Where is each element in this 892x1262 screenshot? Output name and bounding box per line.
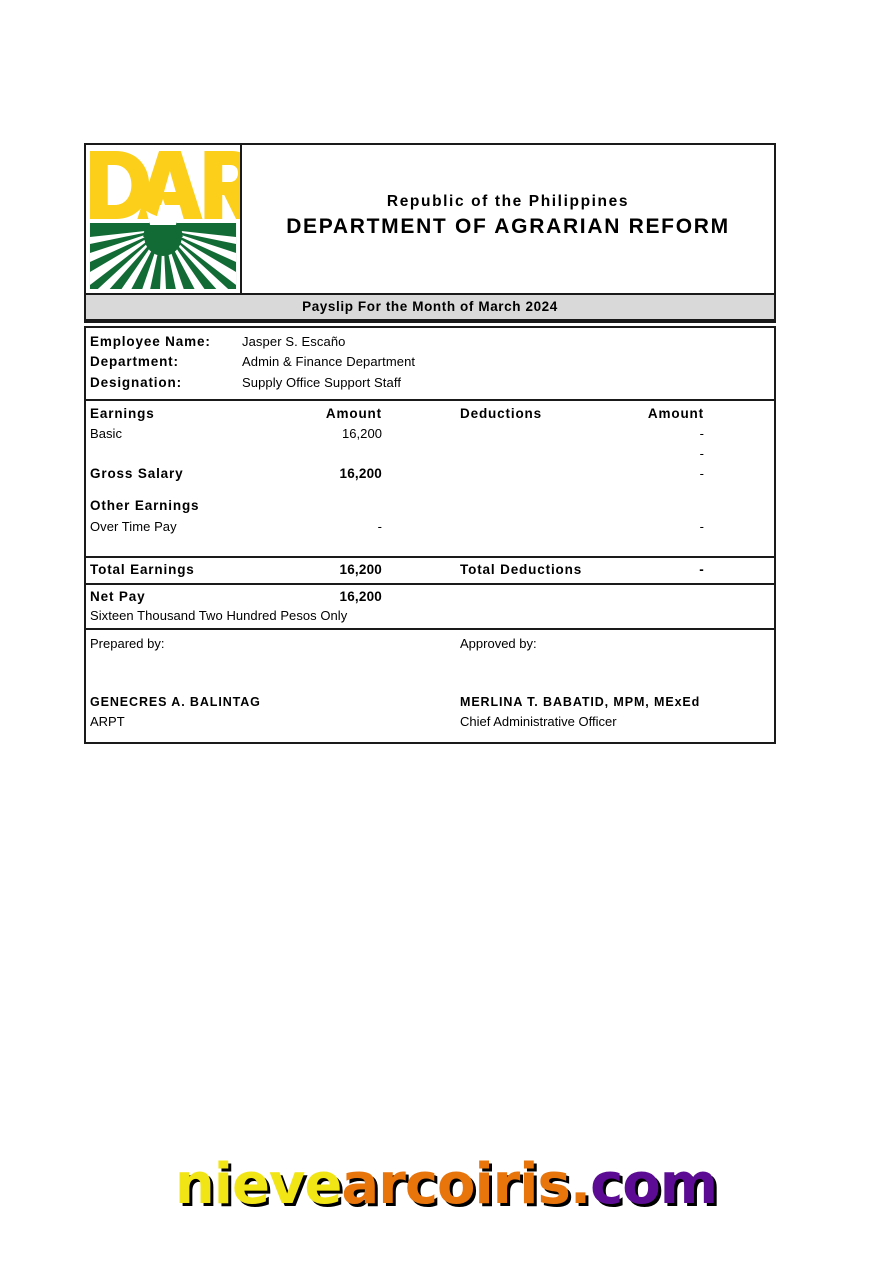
signature-space: [86, 653, 774, 693]
row-spacer: [86, 484, 774, 496]
site-watermark: [0, 1152, 892, 1217]
earning-label: Basic: [90, 426, 123, 442]
table-row: [86, 517, 774, 537]
prepared-by-label: Prepared by:: [90, 635, 165, 651]
earnings-amount-header: Amount: [325, 405, 382, 421]
pay-table-header-row: [86, 404, 774, 425]
dar-logo-icon: [86, 145, 240, 293]
payslip-document: [84, 143, 776, 744]
payslip-month-band: Payslip For the Month of March 2024: [86, 293, 774, 321]
deductions-header: Deductions: [460, 405, 543, 421]
country-line: Republic of the Philippines: [386, 192, 630, 210]
signature-labels-row: [86, 634, 774, 654]
deductions-amount-header: Amount: [647, 405, 704, 421]
employee-info-section: [84, 326, 776, 401]
signature-titles-row: [86, 712, 774, 732]
total-deductions-label: Total Deductions: [460, 561, 583, 577]
net-pay-label: Net Pay: [90, 589, 146, 605]
designation-value: Supply Office Support Staff: [242, 374, 402, 390]
table-row: [86, 444, 774, 464]
totals-row: [86, 556, 774, 586]
net-pay-row: [86, 587, 774, 608]
gross-salary-row: [86, 464, 774, 485]
total-earnings-label: Total Earnings: [90, 561, 195, 577]
watermark-part-3: com: [590, 1152, 718, 1217]
department-label: Department:: [90, 354, 179, 370]
gross-salary-label: Gross Salary: [90, 465, 184, 481]
net-pay-in-words: Sixteen Thousand Two Hundred Pesos Only: [90, 607, 348, 623]
employee-name-label: Employee Name:: [90, 334, 211, 349]
dar-logo: [86, 145, 242, 293]
earning-amount: 16,200: [341, 426, 382, 442]
employee-name-row: [90, 332, 774, 352]
net-pay-block: [86, 585, 774, 628]
approved-by-title: Chief Administrative Officer: [460, 714, 617, 730]
approved-by-name: MERLINA T. BABATID, MPM, MExEd: [460, 695, 701, 710]
earning-label: Over Time Pay: [90, 518, 177, 534]
gross-salary-amount: 16,200: [339, 465, 382, 481]
prepared-by-name: GENECRES A. BALINTAG: [90, 695, 261, 710]
total-earnings-amount: 16,200: [339, 561, 382, 577]
signature-names-row: [86, 693, 774, 712]
earning-amount: -: [377, 518, 382, 534]
row-spacer: [86, 537, 774, 556]
department-value: Admin & Finance Department: [242, 354, 416, 370]
designation-label: Designation:: [90, 374, 182, 390]
signature-section: [84, 630, 776, 744]
other-earnings-header-row: [86, 496, 774, 517]
department-row: [90, 352, 774, 372]
deduction-amount: -: [699, 426, 704, 442]
table-row: [86, 424, 774, 444]
watermark-part-2: arcoiris.: [341, 1152, 591, 1217]
total-deductions-amount: -: [699, 561, 704, 577]
payslip-header: [84, 143, 776, 323]
gross-deduction-amount: -: [699, 465, 704, 481]
watermark-part-1: nieve: [174, 1152, 342, 1217]
net-pay-amount: 16,200: [339, 589, 382, 605]
designation-row: [90, 373, 774, 393]
employee-name-value: Jasper S. Escaño: [242, 334, 346, 349]
agency-title: [242, 145, 774, 293]
deduction-amount: -: [699, 446, 704, 462]
other-earnings-header: Other Earnings: [90, 498, 200, 514]
agency-line: DEPARTMENT OF AGRARIAN REFORM: [286, 215, 730, 239]
earnings-header: Earnings: [90, 405, 155, 421]
pay-table-section: [84, 401, 776, 630]
prepared-by-title: ARPT: [90, 714, 125, 730]
deduction-amount: -: [699, 518, 704, 534]
approved-by-label: Approved by:: [460, 635, 537, 651]
